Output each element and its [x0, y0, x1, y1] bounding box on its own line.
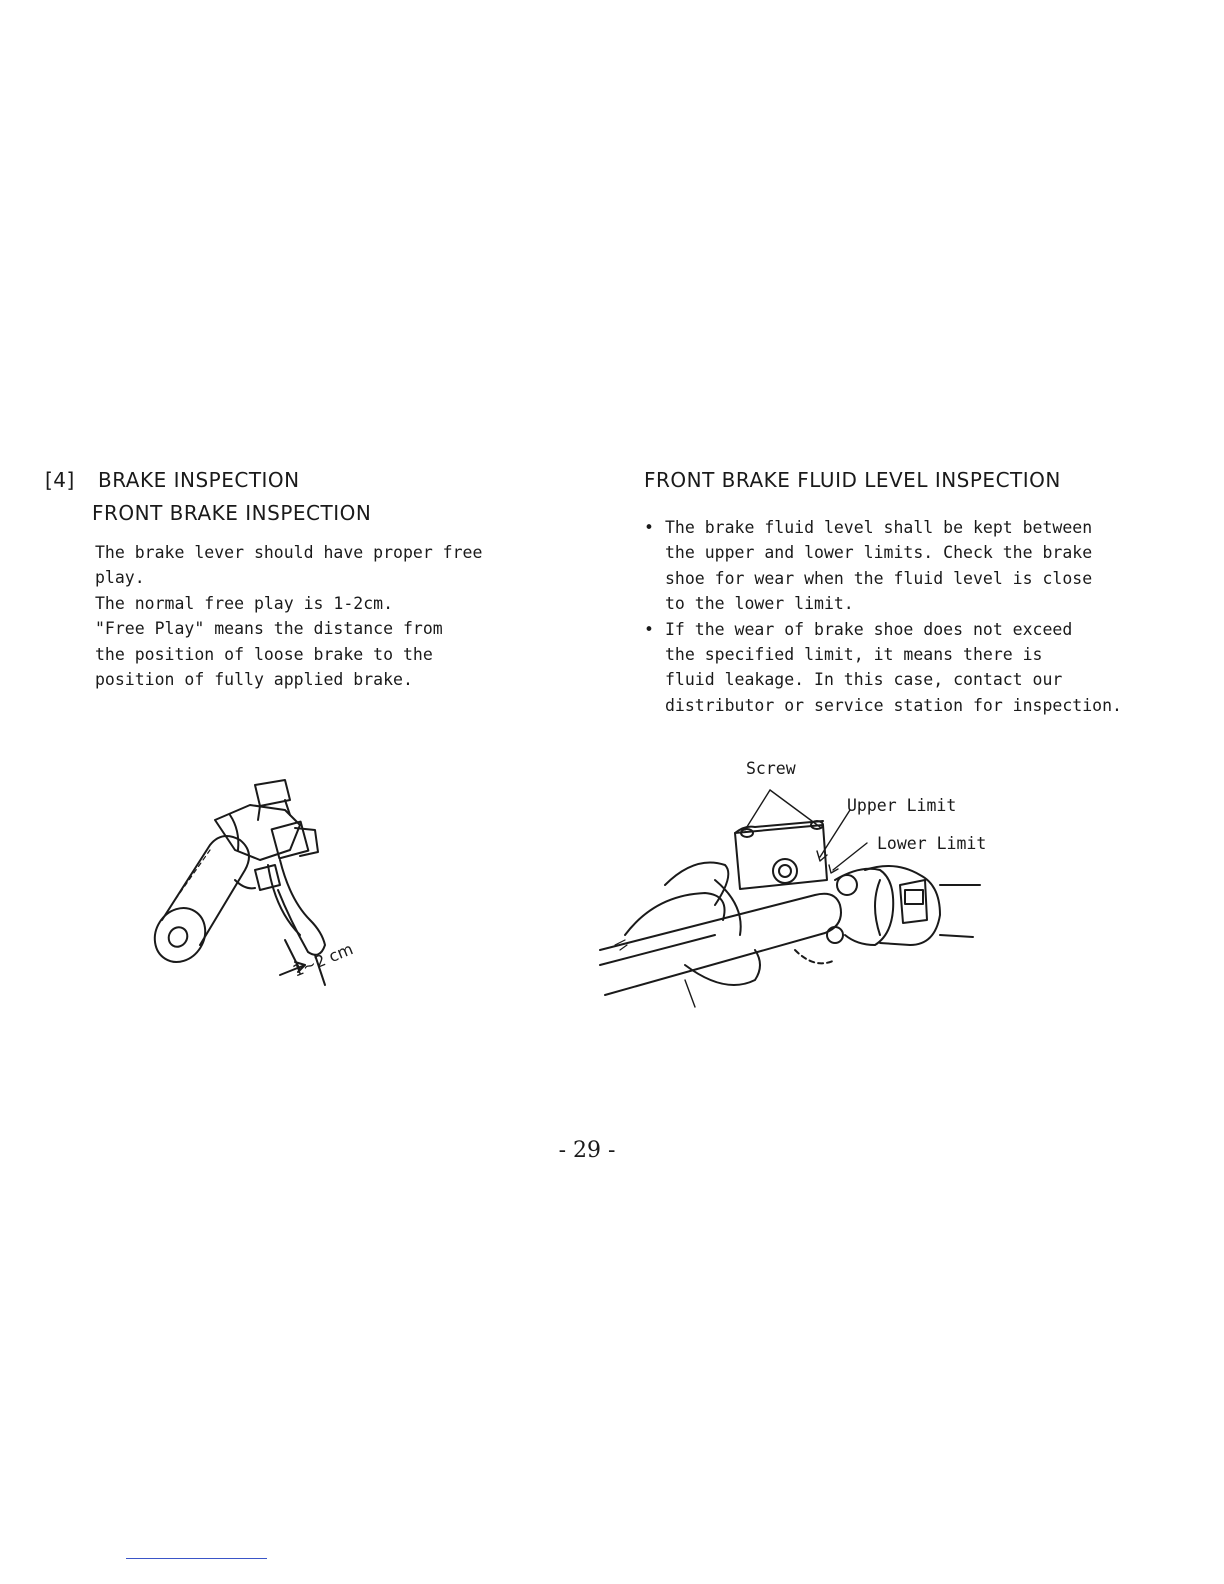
subsection-heading: FRONT BRAKE INSPECTION: [92, 501, 372, 525]
paragraph-line: position of fully applied brake.: [95, 670, 413, 690]
free-play-dimension-label: 1~2 cm: [290, 939, 356, 981]
brake-lever-illustration: [140, 770, 370, 1020]
fluid-level-heading: FRONT BRAKE FLUID LEVEL INSPECTION: [644, 468, 1061, 492]
bullet-line: distributor or service station for inspection.: [665, 695, 1122, 715]
paragraph-line: play.: [95, 568, 145, 588]
bullet-line: fluid leakage. In this case, contact our: [665, 670, 1063, 690]
screw-label: Screw: [746, 759, 796, 778]
bullet-line: the upper and lower limits. Check the brake: [665, 543, 1093, 563]
bullet-marker: •: [644, 518, 654, 537]
bullet-item: [644, 617, 1122, 719]
fluid-level-bullets: [644, 515, 1122, 718]
front-brake-paragraph: [95, 540, 482, 692]
bullet-line: the specified limit, it means there is: [665, 645, 1043, 665]
upper-limit-label: Upper Limit: [847, 796, 957, 815]
paragraph-line: The brake lever should have proper free: [95, 543, 483, 562]
master-cylinder-illustration: [595, 785, 985, 1020]
page-number: - 29 -: [558, 1138, 616, 1163]
bullet-marker: •: [644, 619, 654, 639]
bullet-item: [644, 515, 1122, 617]
bullet-line: to the lower limit.: [665, 594, 854, 614]
section-heading: BRAKE INSPECTION: [98, 468, 300, 492]
section-number: [4]: [45, 468, 75, 492]
paragraph-line: "Free Play" means the distance from: [95, 619, 443, 639]
footer-rule: [126, 1558, 267, 1559]
paragraph-line: the position of loose brake to the: [95, 644, 433, 664]
bullet-line: The brake fluid level shall be kept between: [665, 518, 1093, 537]
bullet-line: If the wear of brake shoe does not exceed: [665, 619, 1073, 639]
paragraph-line: The normal free play is 1-2cm.: [95, 593, 394, 613]
bullet-line: shoe for wear when the fluid level is close: [665, 568, 1093, 588]
lower-limit-label: Lower Limit: [877, 834, 987, 853]
